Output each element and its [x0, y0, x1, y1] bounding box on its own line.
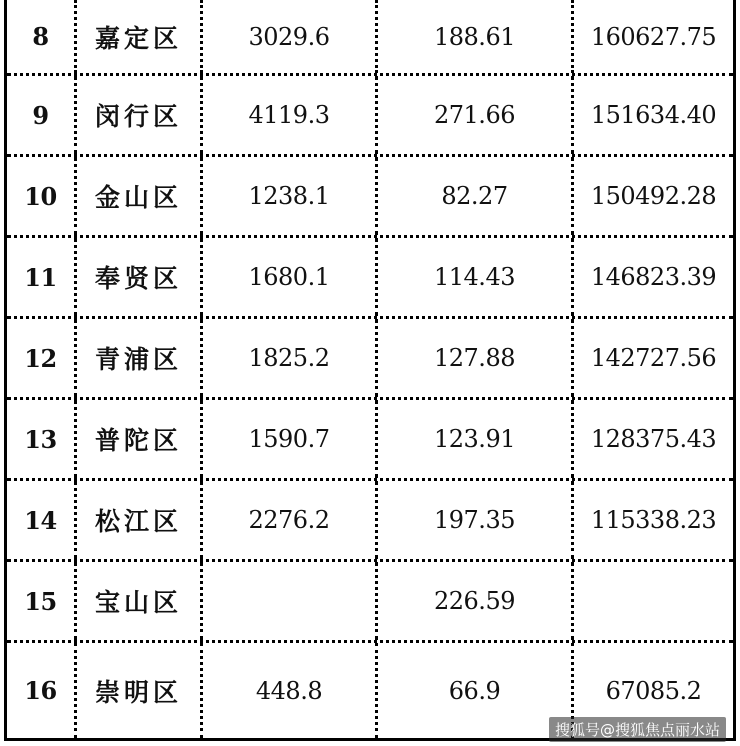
value-cell: 226.59 — [378, 562, 574, 640]
district-cell: 宝山区 — [77, 562, 203, 640]
value-cell: 151634.40 — [590, 101, 717, 129]
value-cell: 1825.2 — [203, 319, 378, 397]
table-row — [7, 238, 733, 319]
district-cell: 金山区 — [77, 157, 203, 235]
table-row — [7, 76, 733, 157]
district-cell: 青浦区 — [77, 319, 203, 397]
value-cell: 448.8 — [203, 643, 378, 738]
district-cell: 奉贤区 — [77, 238, 203, 316]
value-cell — [203, 562, 378, 640]
table-row — [7, 0, 733, 76]
value-cell: 67085.2 — [605, 676, 702, 705]
value-cell: 271.66 — [378, 76, 574, 154]
value-cell: 1590.7 — [203, 400, 378, 478]
table-row — [7, 562, 733, 643]
rank-cell: 16 — [7, 643, 77, 738]
value-cell: 128375.43 — [590, 425, 717, 453]
value-cell — [574, 562, 733, 640]
value-cell: 114.43 — [378, 238, 574, 316]
table-row — [7, 319, 733, 400]
district-data-table — [4, 0, 736, 741]
value-cell: 142727.56 — [590, 344, 717, 372]
value-cell: 188.61 — [378, 0, 574, 73]
value-cell: 197.35 — [378, 481, 574, 559]
value-cell: 66.9 — [378, 643, 574, 738]
district-cell: 崇明区 — [77, 643, 203, 738]
district-cell: 松江区 — [77, 481, 203, 559]
value-cell: 3029.6 — [203, 0, 378, 73]
value-cell: 4119.3 — [203, 76, 378, 154]
value-cell: 150492.28 — [590, 182, 717, 210]
table-row — [7, 157, 733, 238]
value-cell: 160627.75 — [590, 22, 717, 51]
value-cell: 115338.23 — [590, 506, 717, 534]
table-row — [7, 400, 733, 481]
rank-cell: 15 — [7, 562, 77, 640]
rank-cell: 10 — [7, 157, 77, 235]
rank-cell: 12 — [7, 319, 77, 397]
district-cell: 普陀区 — [77, 400, 203, 478]
district-cell: 闵行区 — [77, 76, 203, 154]
value-cell: 127.88 — [378, 319, 574, 397]
value-cell: 123.91 — [378, 400, 574, 478]
watermark: 搜狐号@搜狐焦点丽水站 — [549, 717, 726, 742]
value-cell: 2276.2 — [203, 481, 378, 559]
district-cell: 嘉定区 — [77, 0, 203, 73]
value-cell: 82.27 — [378, 157, 574, 235]
rank-cell: 9 — [7, 76, 77, 154]
rank-cell: 14 — [7, 481, 77, 559]
table-row — [7, 481, 733, 562]
value-cell: 1238.1 — [203, 157, 378, 235]
rank-cell: 13 — [7, 400, 77, 478]
rank-cell: 8 — [7, 0, 77, 73]
rank-cell: 11 — [7, 238, 77, 316]
value-cell: 1680.1 — [203, 238, 378, 316]
value-cell: 146823.39 — [590, 263, 717, 291]
